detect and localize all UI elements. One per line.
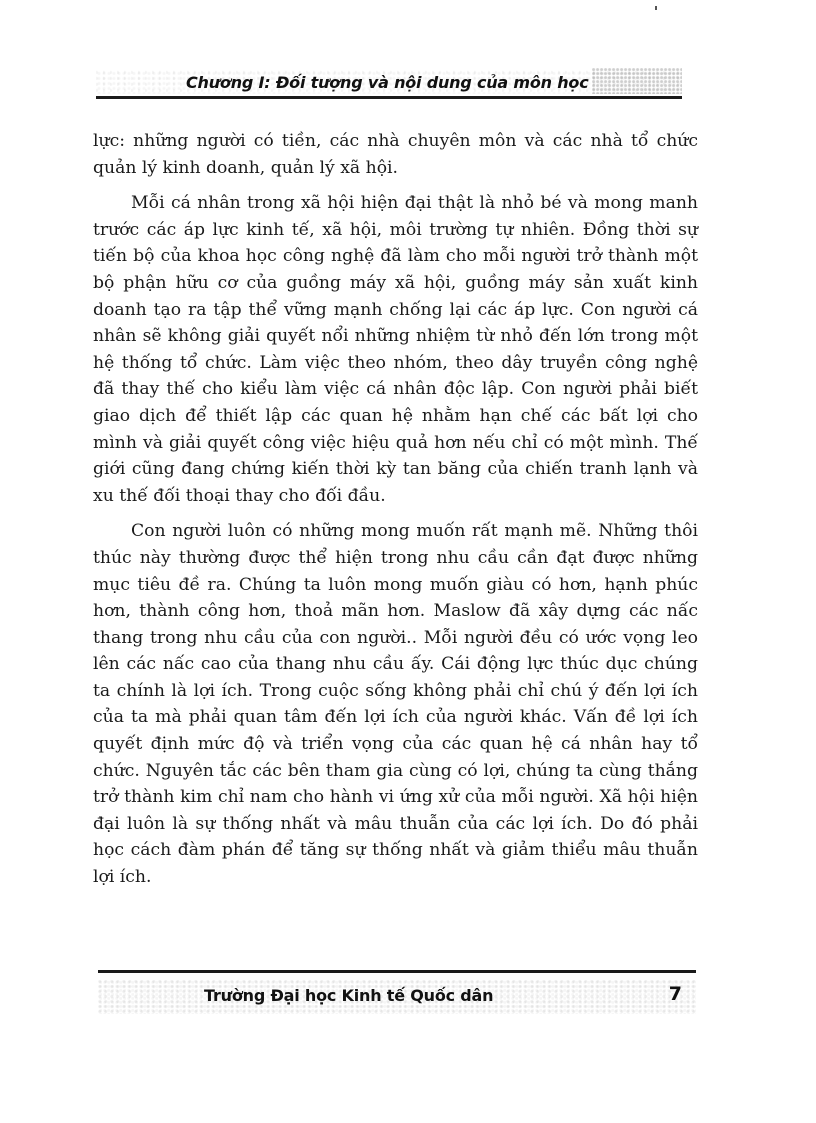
- paragraph-1: lực: những người có tiền, các nhà chuyên môn và các nhà tổ chức quản lý kinh doanh, quản lý xã hội.: [93, 131, 698, 178]
- paragraph-3: Con người luôn có những mong muốn rất mạnh mẽ. Những thôi thúc này thường được thể hiện trong nhu cầu cần đạt được những mục tiêu đề ra. Chúng ta luôn mong muốn giàu có hơn, hạnh phúc hơn, thành công hơn, thoả mãn hơn. Maslow đã xây dựng các nấc thang trong nhu cầu của con người.. Mỗi người đều có ước vọng leo lên các nấc cao của thang nhu cầu ấy. Cái động lực thúc dục chúng ta chính là lợi ích. Trong cuộc sống không phải chỉ chú ý đến lợi ích của ta mà phải quan tâm đến lợi ích của người khác. Vấn đề lợi ích quyết định mức độ và triển vọng của các quan hệ cá nhân hay tổ chức. Nguyên tắc các bên tham gia cùng có lợi, chúng ta cùng thắng trở thành kim chỉ nam cho hành vi ứng xử của mỗi người. Xã hội hiện đại luôn là sự thống nhất và mâu thuẫn của các lợi ích. Do đó phải học cách đàm phán để tăng sự thống nhất và giảm thiểu mâu thuẫn lợi ích.: [93, 521, 698, 888]
- scan-mark: [655, 6, 657, 10]
- running-footer: [98, 970, 696, 1020]
- header-texture-right: [592, 68, 682, 94]
- header-rule: [96, 96, 682, 99]
- footer-rule: [98, 970, 696, 973]
- institution-name: Trường Đại học Kinh tế Quốc dân: [204, 986, 494, 1005]
- page-body: [93, 128, 698, 900]
- page-number: 7: [668, 983, 682, 1005]
- running-header: [96, 66, 682, 100]
- paragraph-2: Mỗi cá nhân trong xã hội hiện đại thật là nhỏ bé và mong manh trước các áp lực kinh tế, xã hội, môi trường tự nhiên. Đồng thời sự tiến bộ của khoa học công nghệ đã làm cho mỗi người trở thành một bộ phận hữu cơ của guồng máy xã hội, guồng máy sản xuất kinh doanh tạo ra tập thể vững mạnh chống lại các áp lực. Con người cá nhân sẽ không giải quyết nổi những nhiệm từ nhỏ đến lớn trong một hệ thống tổ chức. Làm việc theo nhóm, theo dây truyền công nghệ đã thay thế cho kiểu làm việc cá nhân độc lập. Con người phải biết giao dịch để thiết lập các quan hệ nhằm hạn chế các bất lợi cho mình và giải quyết công việc hiệu quả hơn nếu chỉ có một mình. Thế giới cũng đang chứng kiến thời kỳ tan băng của chiến tranh lạnh và xu thế đối thoại thay cho đối đầu.: [93, 193, 698, 506]
- chapter-title: Chương I: Đối tượng và nội dung của môn học: [186, 73, 589, 92]
